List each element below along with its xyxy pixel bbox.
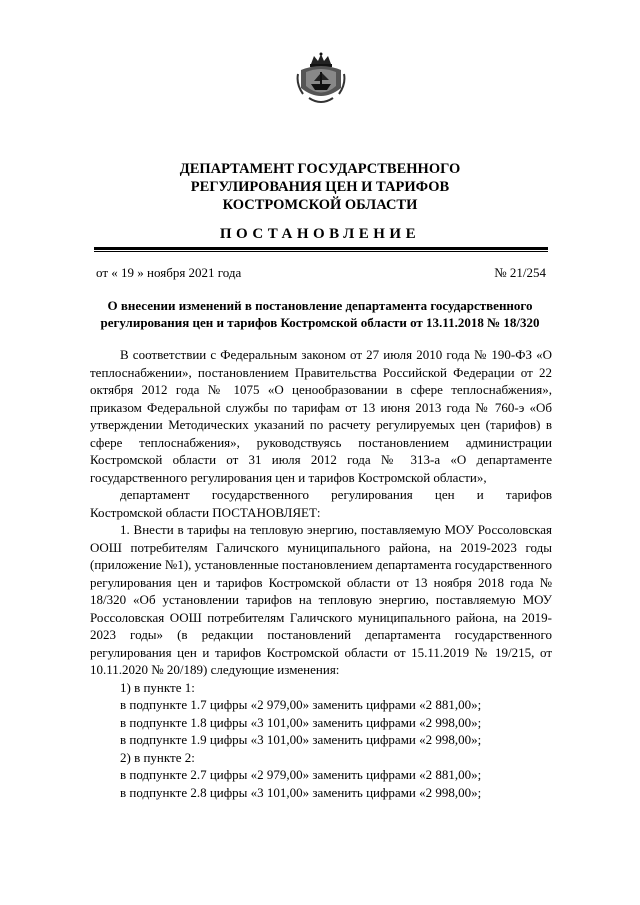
- subitem-line: в подпункте 2.7 цифры «2 979,00» заменить цифрами «2 881,00»;: [120, 767, 482, 782]
- document-body: [90, 346, 552, 801]
- department-line: КОСТРОМСКОЙ ОБЛАСТИ: [222, 197, 418, 213]
- subitem-header: 2) в пункте 2:: [120, 749, 195, 765]
- header-divider-thick: [94, 247, 548, 250]
- header-divider-thin: [94, 251, 548, 252]
- item-paragraph: 1. Внести в тарифы на тепловую энергию, поставляемую МОУ Россоловская ООШ потребителям Галичского муниципального района, на 2019-2023 годы (приложение №1), установленные постановлением департамента государственного регулирования цен и тарифов Костромской области от 13 ноября 2018 года № 18/320 «Об установлении тарифов на тепловую энергию, поставляемую МОУ Россоловская ООШ потребителям Галичского муниципального района, на 2019-2023 годы» (в редакции постановлений департамента государственного регулирования цен и тарифов Костромской области от 15.11.2019 № 19/215, от 10.11.2020 № 20/189) следующие изменения:: [90, 522, 552, 677]
- subject-line: регулирования цен и тарифов Костромской области от 13.11.2018 № 18/320: [100, 315, 540, 330]
- resolves-line: Костромской области ПОСТАНОВЛЯЕТ:: [90, 504, 321, 520]
- coat-of-arms-icon: [295, 52, 347, 106]
- document-subject: [90, 297, 550, 331]
- date-number-row: [96, 265, 546, 281]
- preamble-paragraph: В соответствии с Федеральным законом от 27 июля 2010 года № 190-ФЗ «О теплоснабжении», постановлением Правительства Российской Федерации от 22 октября 2012 года № 1075 «О ценообразовании в сфере теплоснабжения», приказом Федеральной службы по тарифам от 13 июня 2013 года № 760-э «Об утверждении Методических указаний по расчету регулируемых цен (тарифов) в сфере теплоснабжения», руководствуясь постановлением администрации Костромской области от 31 июля 2012 года № 313-а «О департаменте государственного регулирования цен и тарифов Костромской области»,: [90, 347, 552, 485]
- department-line: ДЕПАРТАМЕНТ ГОСУДАРСТВЕННОГО: [179, 161, 461, 177]
- document-type-heading: ПОСТАНОВЛЕНИЕ: [219, 226, 421, 242]
- subitem-line: в подпункте 1.9 цифры «3 101,00» заменить цифрами «2 998,00»;: [120, 732, 482, 747]
- subitem-line: в подпункте 1.8 цифры «3 101,00» заменить цифрами «2 998,00»;: [120, 714, 482, 730]
- resolves-line: департамент государственного регулирования цен и тарифов: [120, 487, 552, 502]
- department-line: РЕГУЛИРОВАНИЯ ЦЕН И ТАРИФОВ: [190, 179, 450, 195]
- subject-line: О внесении изменений в постановление департамента государственного: [107, 298, 533, 313]
- department-name: [120, 160, 520, 214]
- subitem-line: в подпункте 2.8 цифры «3 101,00» заменить цифрами «2 998,00»;: [120, 784, 482, 800]
- document-number: № 21/254: [494, 265, 546, 280]
- subitem-header: 1) в пункте 1:: [120, 679, 195, 695]
- subitem-line: в подпункте 1.7 цифры «2 979,00» заменить цифрами «2 881,00»;: [120, 697, 482, 712]
- document-date: от « 19 » ноября 2021 года: [96, 265, 242, 280]
